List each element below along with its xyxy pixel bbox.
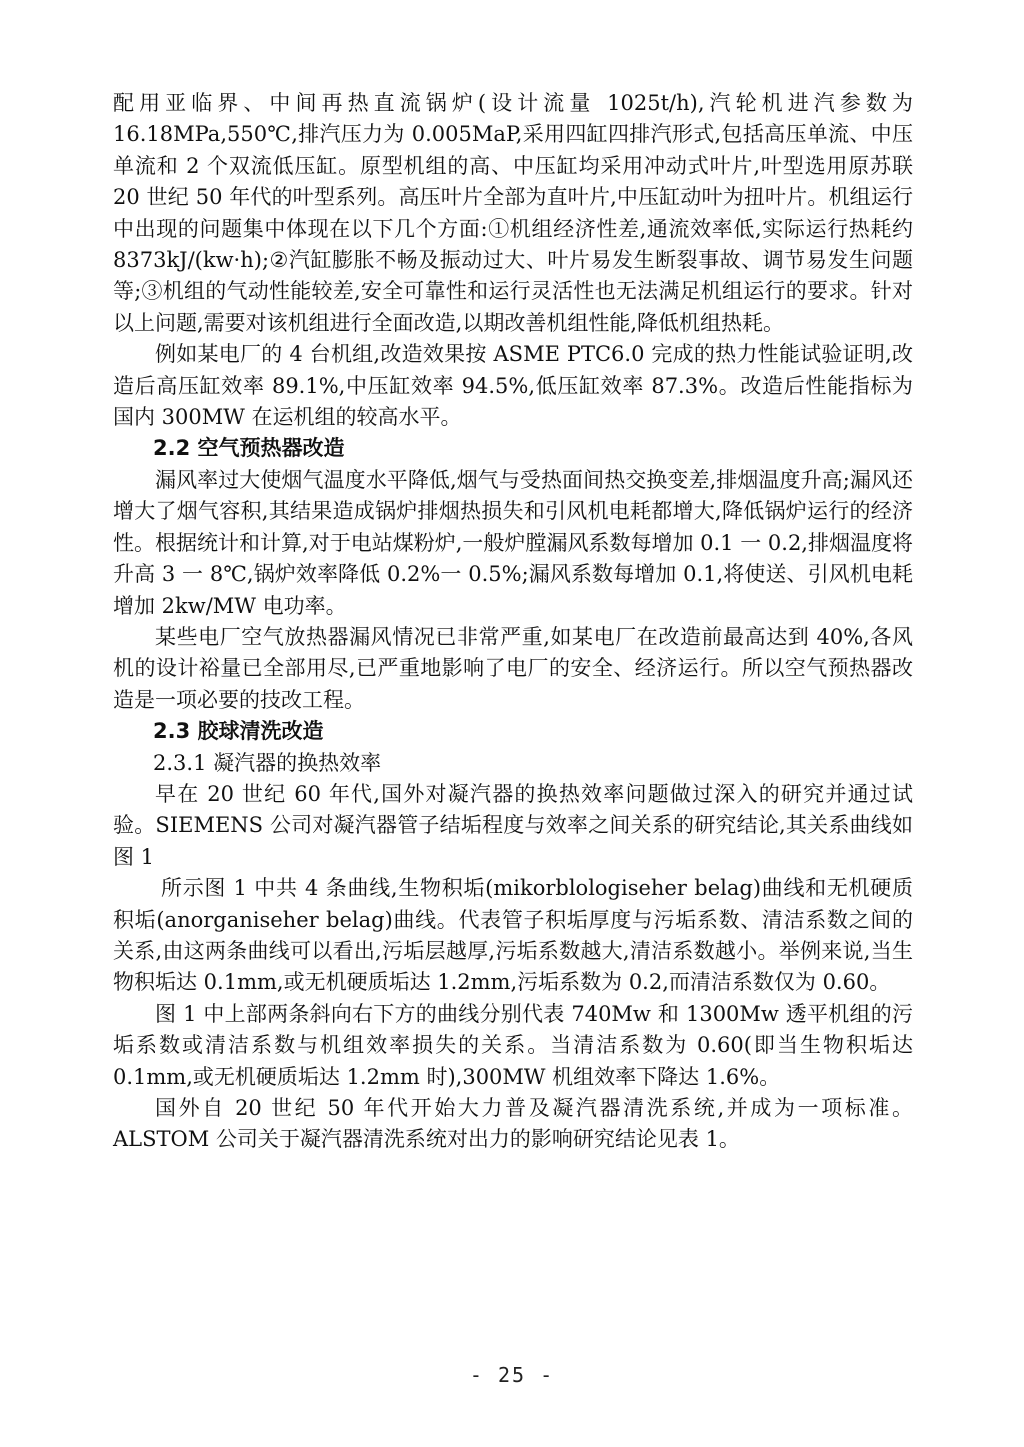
paragraph-cleaning-systems: 国外自 20 世纪 50 年代开始大力普及凝汽器清洗系统,并成为一项标准。ALSTOM 公司关于凝汽器清洗系统对出力的影响研究结论见表 1。 (113, 1096, 913, 1152)
paragraph-efficiency-loss: 图 1 中上部两条斜向右下方的曲线分别代表 740Mw 和 1300Mw 透平机组的污垢系数或清洁系数与机组效率损失的关系。当清洁系数为 0.60(即当生物积垢达 0.1mm,或无机硬质垢达 1.2mm 时),300MW 机组效率下降达 1.6%。 (113, 1001, 913, 1089)
subsection-heading-2-3-1: 2.3.1 凝汽器的换热效率 (153, 750, 382, 775)
paragraph-air-leakage: 漏风率过大使烟气温度水平降低,烟气与受热面间热交换变差,排烟温度升高;漏风还增大了烟气容积,其结果造成锅炉排烟热损失和引风机电耗都增大,降低锅炉运行的经济性。根据统计和计算,对于电站煤粉炉,一般炉膛漏风系数每增加 0.1 一 0.2,排烟温度将升高 3 一 8℃,锅炉效率降低 0.2%一 0.5%;漏风系数每增加 0.1,将使送、引风机电耗增加 2kw/MW 电功率。 (113, 467, 913, 618)
document-body (113, 88, 913, 1156)
section-heading-2-3: 2.3 胶球清洗改造 (153, 719, 324, 744)
paragraph-turbine-intro: 配用亚临界、中间再热直流锅炉(设计流量 1025t/h),汽轮机进汽参数为 16.18MPa,550℃,排汽压力为 0.005MaP,采用四缸四排汽形式,包括高压单流、中压单流和 2 个双流低压缸。原型机组的高、中压缸均采用冲动式叶片,叶型选用原苏联 20 世纪 50 年代的叶型系列。高压叶片全部为直叶片,中压缸动叶为扭叶片。机组运行中出现的问题集中体现在以下几个方面:①机组经济性差,通流效率低,实际运行热耗约 8373kJ/(kw·h);②汽缸膨胀不畅及振动过大、叶片易发生断裂事故、调节易发生问题等;③机组的气动性能较差,安全可靠性和运行灵活性也无法满足机组运行的要求。针对以上问题,需要对该机组进行全面改造,以期改善机组性能,降低机组热耗。 (113, 91, 913, 335)
paragraph-air-heater-leakage: 某些电厂空气放热器漏风情况已非常严重,如某电厂在改造前最高达到 40%,各风机的设计裕量已全部用尽,已严重地影响了电厂的安全、经济运行。所以空气预热器改造是一项必要的技改工程。 (113, 624, 913, 712)
paragraph-retrofit-example: 例如某电厂的 4 台机组,改造效果按 ASME PTC6.0 完成的热力性能试验证明,改造后高压缸效率 89.1%,中压缸效率 94.5%,低压缸效率 87.3%。改造后性能指标为国内 300MW 在运机组的较高水平。 (113, 342, 913, 430)
page-number: - 25 - (469, 1363, 555, 1387)
section-heading-2-2: 2.2 空气预热器改造 (153, 436, 345, 461)
paragraph-fouling-curves: 所示图 1 中共 4 条曲线,生物积垢(mikorblologiseher belag)曲线和无机硬质积垢(anorganiseher belag)曲线。代表管子积垢厚度与污垢系数、清洁系数之间的关系,由这两条曲线可以看出,污垢层越厚,污垢系数越大,清洁系数越小。举例来说,当生物积垢达 0.1mm,或无机硬质垢达 1.2mm,污垢系数为 0.2,而清洁系数仅为 0.60。 (113, 876, 913, 995)
paragraph-condenser-research: 早在 20 世纪 60 年代,国外对凝汽器的换热效率问题做过深入的研究并通过试验。SIEMENS 公司对凝汽器管子结垢程度与效率之间关系的研究结论,其关系曲线如图 1 (113, 781, 913, 869)
